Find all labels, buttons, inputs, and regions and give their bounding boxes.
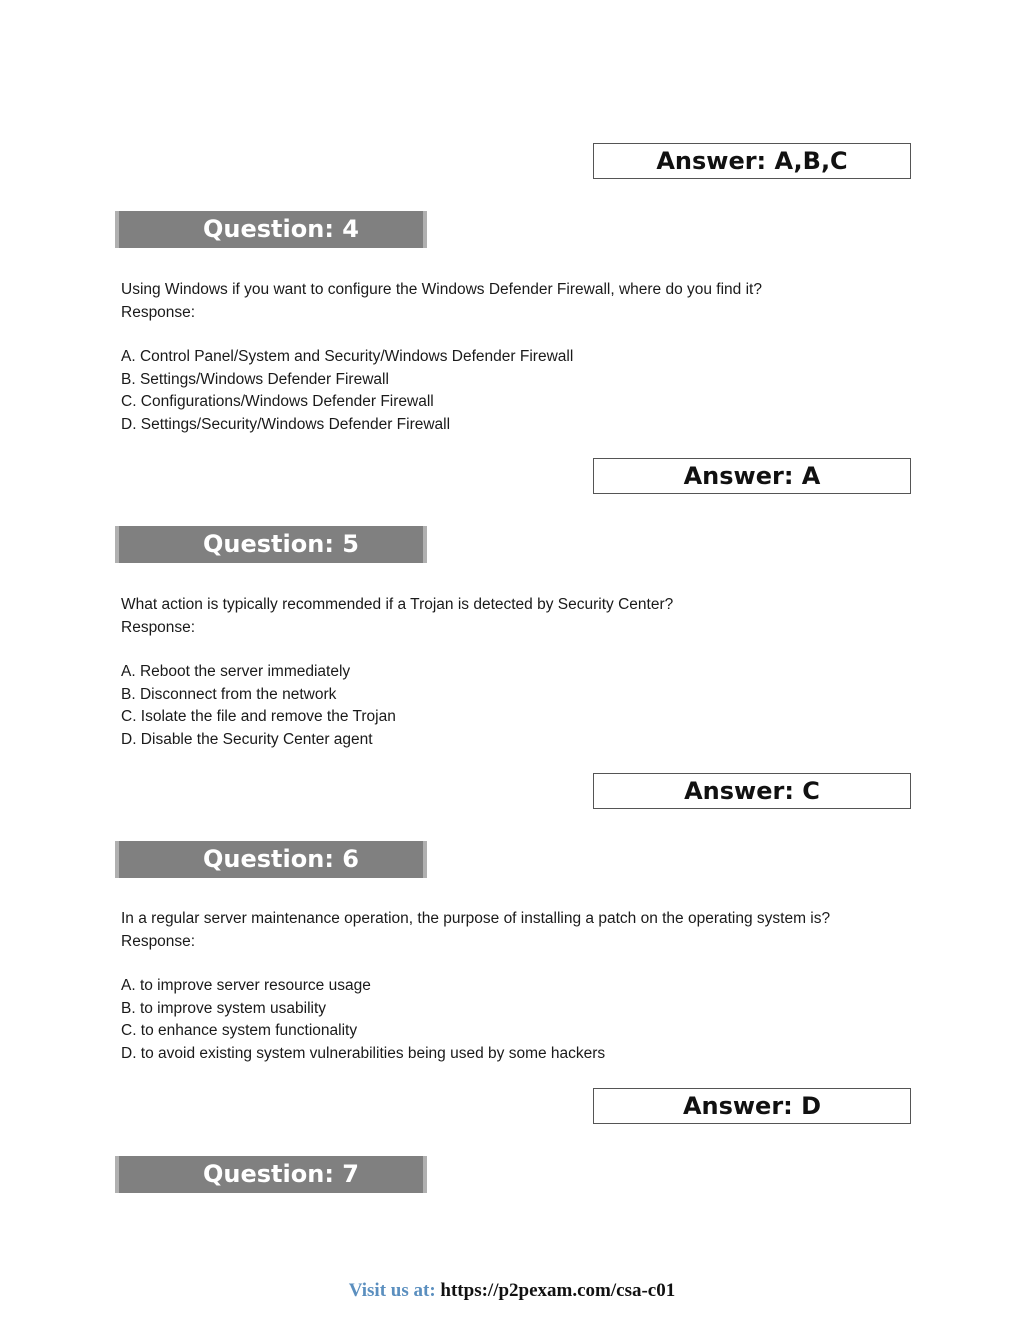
- question-label: Question: 7: [203, 1160, 359, 1188]
- response-label: Response:: [121, 303, 196, 321]
- option: D. to avoid existing system vulnerabilities being used by some hackers: [121, 1044, 606, 1062]
- page-footer: [0, 1280, 1024, 1302]
- question-body: [121, 279, 762, 436]
- option: C. to enhance system functionality: [121, 1022, 358, 1039]
- option: A. Control Panel/System and Security/Windows Defender Firewall: [121, 348, 574, 365]
- question-body: [121, 594, 673, 751]
- option: B. Settings/Windows Defender Firewall: [121, 370, 389, 388]
- answer-text: Answer: C: [684, 777, 820, 805]
- option: B. to improve system usability: [121, 999, 327, 1017]
- footer-url-link[interactable]: https://p2pexam.com/csa-c01: [440, 1280, 676, 1301]
- answer-box: [593, 458, 911, 494]
- answer-box: [593, 1088, 911, 1124]
- answer-text: Answer: A: [683, 462, 821, 490]
- question-body: [121, 908, 830, 1065]
- question-prompt: Using Windows if you want to configure the Windows Defender Firewall, where do you find it?: [121, 281, 762, 298]
- question-prompt: In a regular server maintenance operation, the purpose of installing a patch on the operating system is?: [121, 910, 831, 927]
- option: D. Disable the Security Center agent: [121, 730, 373, 748]
- option: D. Settings/Security/Windows Defender Firewall: [121, 415, 451, 433]
- question-label: Question: 4: [203, 215, 359, 243]
- question-header: [115, 841, 427, 878]
- response-label: Response:: [121, 932, 196, 950]
- option: A. Reboot the server immediately: [121, 663, 351, 680]
- footer-label: Visit us at:: [348, 1280, 436, 1301]
- question-label: Question: 5: [203, 530, 359, 558]
- question-header: [115, 1156, 427, 1193]
- option: A. to improve server resource usage: [121, 977, 371, 994]
- option: C. Isolate the file and remove the Trojan: [121, 708, 396, 725]
- question-header: [115, 526, 427, 563]
- answer-text: Answer: D: [682, 1092, 822, 1120]
- response-label: Response:: [121, 618, 196, 636]
- answer-box: [593, 773, 911, 809]
- option: C. Configurations/Windows Defender Firewall: [121, 393, 434, 410]
- question-prompt: What action is typically recommended if a Trojan is detected by Security Center?: [121, 596, 674, 613]
- question-header: [115, 211, 427, 248]
- answer-box: [593, 143, 911, 179]
- option: B. Disconnect from the network: [121, 685, 337, 703]
- answer-text: Answer: A,B,C: [656, 147, 848, 175]
- question-label: Question: 6: [203, 845, 359, 873]
